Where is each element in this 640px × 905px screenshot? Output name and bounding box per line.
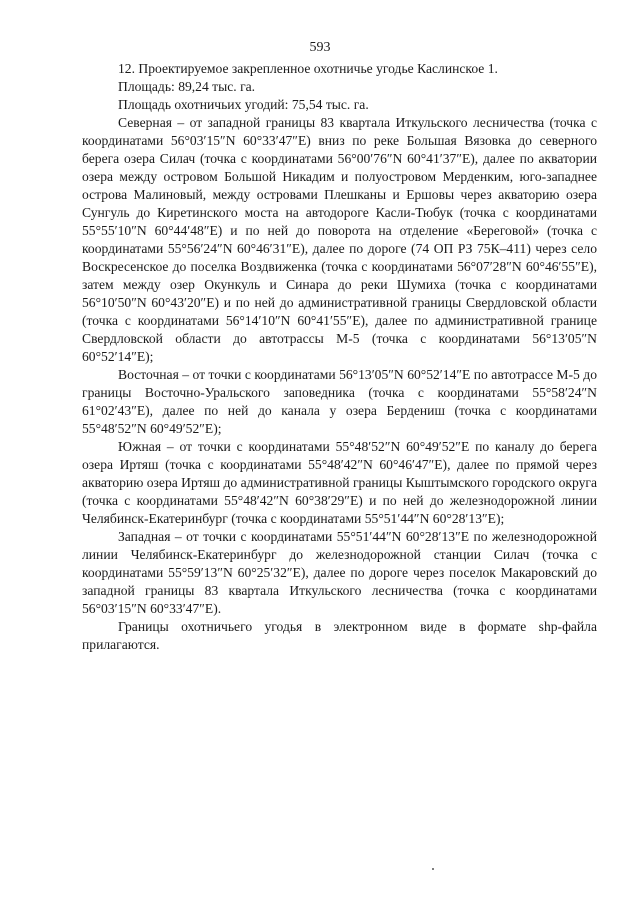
south-boundary-paragraph: Южная – от точки с координатами 55°48′52″N 60°49′52″E по каналу до берега озера Иртяш (точка с координатами 55°48′42″N 60°46′47″E), далее по прямой через акваторию озера Иртяш до административной границы Кыштымского городского округа (точка с координатами 55°48′42″N 60°38′29″E) и по ней до железнодорожной линии Челябинск-Екатеринбург (точка с координатами 55°51′44″N 60°28′13″E); (82, 439, 598, 526)
document-body (82, 60, 597, 654)
page-number: 593 (309, 40, 331, 55)
attachment-note: Границы охотничьего угодья в электронном виде в формате shp-файла прилагаются. (82, 619, 597, 652)
north-boundary-paragraph: Северная – от западной границы 83 квартала Иткульского лесничества (точка с координатами 56°03′15″N 60°33′47″E) вниз по реке Большая Вязовка до северного берега озера Силач (точка с координатами 56°00′76″N 60°41′37″E), далее по акватории озера между островом Большой Никадим и полуостровом Мерденким, юго-западнее острова Малиновый, между островами Плешканы и Ершовы через акваторию озера Сунгуль до Киретинского моста на автодороге Касли-Тюбук (точка с координатами 55°55′10″N 60°44′48″E) и по ней до поворота на отделение «Береговой» (точка с координатами 55°56′24″N 60°46′31″E), далее по дороге (74 ОП РЗ 75К–411) через село Воскресенское до поселка Воздвиженка (точка с координатами 56°07′28″N 60°46′55″E), затем между озер Окункуль и Синара до реки Шумиха (точка с координатами 56°10′50″N 60°43′20″E) и по ней до административной границы Свердловской области (точка с координатами 56°14′10″N 60°41′55″E), далее по административной границе Свердловской области до автотрассы М-5 (точка с координатами 56°13′05″N 60°52′14″E); (82, 115, 597, 364)
hunting-area: Площадь охотничьих угодий: 75,54 тыс. га. (118, 97, 369, 112)
east-boundary-paragraph: Восточная – от точки с координатами 56°13′05″N 60°52′14″E по автотрассе М-5 до границы Восточно-Уральского заповедника (точка с координатами 55°58′24″N 61°02′43″E), далее по ней до канала у озера Бердениш (точка с координатами 55°48′52″N 60°49′52″E); (82, 367, 597, 436)
section-title: 12. Проектируемое закрепленное охотничье угодье Каслинское 1. (118, 61, 498, 76)
total-area: Площадь: 89,24 тыс. га. (118, 79, 256, 94)
scan-speck (432, 868, 434, 870)
west-boundary-paragraph: Западная – от точки с координатами 55°51′44″N 60°28′13″E по железнодорожной линии Челябинск-Екатеринбург до железнодорожной станции Силач (точка с координатами 55°59′13″N 60°25′32″E), далее по дороге через поселок Макаровский до западной границы 83 квартала Иткульского лесничества (точка с координатами 56°03′15″N 60°33′47″E). (82, 529, 597, 616)
